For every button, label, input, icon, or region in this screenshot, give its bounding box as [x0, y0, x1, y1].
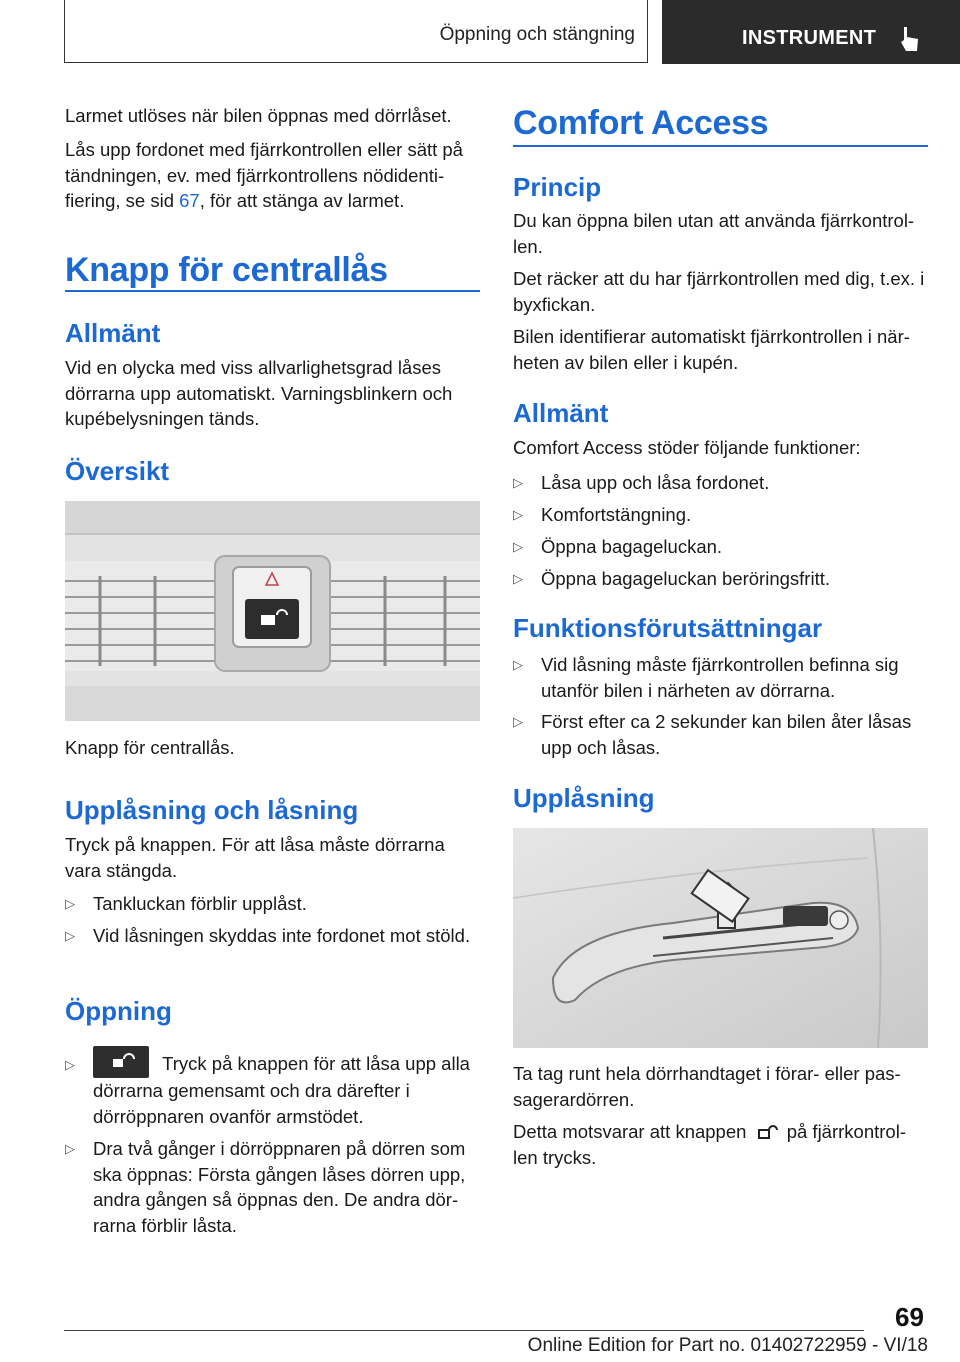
princip-text-1: Du kan öppna bilen utan att använda fjärrkontrol-len.	[513, 210, 915, 257]
list-item: ▷ Tryck på knappen för att låsa upp alla dörrarna gemensamt och dra därefter i dörröppnaren ovanför armstödet.	[65, 1046, 480, 1129]
list-item: ▷ Öppna bagageluckan.	[513, 534, 928, 560]
intro-paragraph-1: Larmet utlöses när bilen öppnas med dörrlåset.	[65, 105, 452, 126]
upplasning-text: Tryck på knappen. För att låsa måste dörrarna vara stängda.	[65, 834, 445, 881]
door-handle-caption: Ta tag runt hela dörrhandtaget i förar- eller pas-sagerardörren.	[513, 1063, 901, 1110]
heading-funktionsforutsattningar: Funktionsförutsättningar	[513, 613, 823, 643]
triangle-bullet-icon: ▷	[65, 1141, 75, 1156]
page-link[interactable]: 67	[179, 190, 200, 211]
heading-knapp-centrallas: Knapp för centrallås	[65, 251, 388, 289]
list-item: ▷ Låsa upp och låsa fordonet.	[513, 470, 928, 496]
header-section-box	[64, 0, 648, 63]
heading-comfort-access: Comfort Access	[513, 104, 769, 142]
princip-text-2: Det räcker att du har fjärrkontrollen med dig, t.ex. i byxfickan.	[513, 268, 925, 315]
header-section-title: Öppning och stängning	[439, 24, 635, 45]
intro-paragraph-2: Lås upp fordonet med fjärrkontrollen eller sätt på tändningen, ev. med fjärrkontrollens nödidenti-fiering, se sid 67, för att stänga av larmet.	[65, 139, 463, 211]
page-number: 69	[895, 1302, 924, 1332]
triangle-bullet-icon: ▷	[513, 657, 523, 672]
heading-princip: Princip	[513, 172, 602, 202]
heading-rule	[513, 145, 928, 147]
door-handle-text: Detta motsvarar att knappen på fjärrkontrol-len trycks.	[513, 1121, 906, 1168]
heading-allmant-left: Allmänt	[65, 318, 161, 348]
princip-text-3: Bilen identifierar automatiskt fjärrkontrollen i när-heten av bilen eller i kupén.	[513, 326, 910, 373]
triangle-bullet-icon: ▷	[513, 714, 523, 729]
triangle-bullet-icon: ▷	[513, 475, 523, 490]
image-caption-centrallas: Knapp för centrallås.	[65, 737, 235, 758]
triangle-bullet-icon: ▷	[65, 896, 75, 911]
triangle-bullet-icon: ▷	[65, 928, 75, 943]
heading-allmant-right: Allmänt	[513, 398, 609, 428]
list-item: ▷ Vid låsningen skyddas inte fordonet mot stöld.	[65, 923, 480, 949]
header-chapter-tab[interactable]	[662, 0, 960, 64]
unlock-button-icon	[93, 1046, 149, 1078]
central-lock-photo	[65, 501, 480, 721]
triangle-bullet-icon: ▷	[513, 507, 523, 522]
footer-rule	[64, 1330, 864, 1331]
door-handle-photo	[513, 828, 928, 1048]
list-item: ▷ Öppna bagageluckan beröringsfritt.	[513, 566, 928, 592]
list-item: ▷ Komfortstängning.	[513, 502, 928, 528]
triangle-bullet-icon: ▷	[65, 1057, 75, 1072]
hand-pointer-icon	[898, 25, 922, 53]
list-item: ▷ Först efter ca 2 sekunder kan bilen åter låsas upp och låsas.	[513, 711, 912, 758]
heading-rule	[65, 290, 480, 292]
footer-edition: Online Edition for Part no. 01402722959 - VI/18	[527, 1335, 928, 1356]
triangle-bullet-icon: ▷	[513, 539, 523, 554]
allmant-text-right: Comfort Access stöder följande funktioner:	[513, 437, 861, 458]
unlock-key-icon	[752, 1121, 782, 1141]
allmant-text-left: Vid en olycka med viss allvarlighetsgrad låses dörrarna upp automatiskt. Varningsblinkern och kupébelysningen tänds.	[65, 357, 453, 429]
header-chapter-label: INSTRUMENT	[742, 27, 877, 49]
triangle-bullet-icon: ▷	[513, 571, 523, 586]
list-item: ▷ Dra två gånger i dörröppnaren på dörren som ska öppnas: Första gången låses dörren upp, andra gången så öppnas den. De andra dör-rarna förblir låsta.	[65, 1138, 466, 1236]
list-item: ▷ Tankluckan förblir upplåst.	[65, 891, 480, 917]
heading-oversikt: Översikt	[65, 456, 170, 486]
heading-upplasning-lasning: Upplåsning och låsning	[65, 795, 359, 825]
heading-oppning: Öppning	[65, 996, 172, 1026]
heading-upplasning: Upplåsning	[513, 783, 655, 813]
list-item: ▷ Vid låsning måste fjärrkontrollen befinna sig utanför bilen i närheten av dörrarna.	[513, 654, 899, 701]
